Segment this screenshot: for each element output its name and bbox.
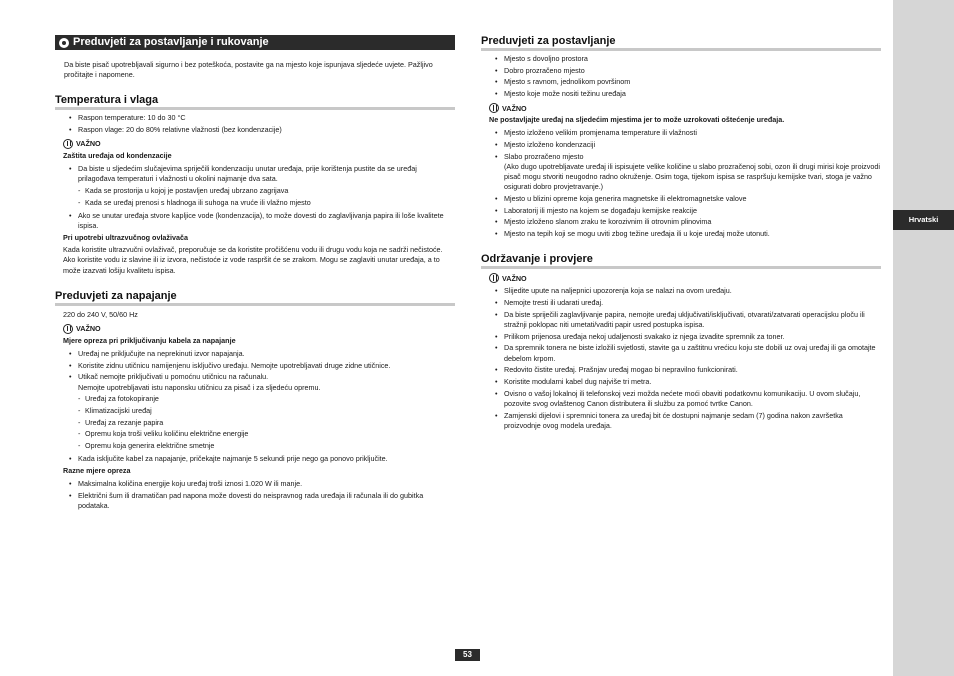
list-item: - Uređaj za rezanje papira [55, 418, 455, 428]
list-item: - Opremu koja troši veliku količinu električne energije [55, 429, 455, 439]
list-item: - Klimatizacijski uređaj [55, 406, 455, 416]
intro-text: Da biste pisač upotrebljavali sigurno i bez poteškoća, postavite ga na mjesto koje ispunjava sljedeće uvjete. Pažljivo pročitajte i napomene. [64, 60, 433, 79]
list-item: - Kada se uređaj prenosi s hladnoga ili suhoga na vruće ili vlažno mjesto [55, 198, 455, 208]
list-item: • Mjesto koje može nositi težinu uređaja [481, 89, 881, 99]
connection-heading: Mjere opreza pri priključivanju kabela za napajanje [63, 335, 236, 345]
list-item: • Nemojte tresti ili udarati uređaj. [481, 298, 881, 308]
section-title-bar [55, 35, 455, 50]
list-item: • Mjesto izloženo slanom zraku te korozivnim ili otrovnim plinovima [481, 217, 881, 227]
right-column [481, 35, 881, 432]
list-item: • Koristite zidnu utičnicu namijenjenu isključivo uređaju. Nemojte upotrebljavati druge zidne utičnice. [55, 361, 455, 371]
list-item: - Opremu koja generira električne smetnje [55, 441, 455, 451]
condensation-list-2 [55, 211, 455, 231]
list-item: • Mjesto u blizini opreme koja generira magnetske ili elektromagnetske valove [481, 194, 881, 204]
temperature-heading: Temperatura i vlaga [55, 94, 455, 110]
important-label: VAŽNO [502, 273, 527, 283]
temperature-list [55, 113, 455, 135]
power-spec: 220 do 240 V, 50/60 Hz [63, 309, 138, 319]
rated-heading: Razne mjere opreza [63, 466, 131, 476]
section-title: Preduvjeti za postavljanje i rukovanje [73, 36, 269, 48]
condensation-list [55, 164, 455, 184]
warning-list [481, 128, 881, 239]
list-item: • Da spremnik tonera ne biste izložili svjetlosti, stavite ga u zaštitnu vrećicu koju ste dobili uz ovaj uređaj ili ga omotajte debelom krpom. [481, 343, 881, 363]
connection-sublist [55, 394, 455, 451]
list-item: • Slijedite upute na naljepnici upozorenja koja se nalazi na ovom uređaju. [481, 286, 881, 296]
maintenance-heading: Održavanje i provjere [481, 253, 881, 269]
list-item: • Koristite modularni kabel dug najviše tri metra. [481, 377, 881, 387]
list-item: • Da biste u sljedećim slučajevima spriječili kondenzaciju unutar uređaja, prije korištenja pustite da se uređaj prilagođava temperaturi i vlažnosti u okolini najmanje dva sata. [55, 164, 455, 184]
setup-heading: Preduvjeti za postavljanje [481, 35, 881, 51]
maintenance-list [481, 286, 881, 431]
list-item: • Raspon vlage: 20 do 80% relativne vlažnosti (bez kondenzacije) [55, 125, 455, 135]
humidifier-heading: Pri upotrebi ultrazvučnog ovlaživača [63, 233, 189, 243]
page-number: 53 [455, 649, 480, 661]
list-item: • Maksimalna količina energije koju uređaj troši iznosi 1.020 W ili manje. [55, 479, 455, 489]
language-tab[interactable]: Hrvatski [893, 210, 954, 230]
list-item: • Redovito čistite uređaj. Prašnjav uređaj mogao bi nepravilno funkcionirati. [481, 365, 881, 375]
list-item: • Mjesto izloženo kondenzaciji [481, 140, 881, 150]
list-item: • Mjesto s ravnom, jednolikom površinom [481, 77, 881, 87]
power-heading: Preduvjeti za napajanje [55, 290, 455, 306]
list-item: • Mjesto na tepih koji se mogu uviti zbog težine uređaja ili u koje uređaj može utonuti. [481, 229, 881, 239]
list-item: • Zamjenski dijelovi i spremnici tonera za uređaj bit će dostupni najmanje sedam (7) godina nakon završetka proizvodnje ovog modela uređaja. [481, 411, 881, 431]
list-item: - Kada se prostorija u kojoj je postavljen uređaj ubrzano zagrijava [55, 186, 455, 196]
section-bullet-icon [59, 38, 69, 48]
warning-heading: Ne postavljajte uređaj na sljedećim mjestima jer to može uzrokovati oštećenje uređaja. [489, 115, 785, 125]
rated-list [55, 479, 455, 511]
connection-list [55, 349, 455, 393]
important-label: VAŽNO [76, 324, 101, 334]
important-note [55, 139, 455, 149]
important-label: VAŽNO [76, 139, 101, 149]
list-item: • Prilikom prijenosa uređaja nekoj udaljenosti svakako iz njega izvadite spremnik za toner. [481, 332, 881, 342]
important-icon [489, 273, 499, 283]
list-item: • Utikač nemojte priključivati u pomoćnu utičnicu na računalu. Nemojte upotrebljavati istu naponsku utičnicu za pisač i za sljedeću opremu. [55, 372, 455, 392]
list-item: • Laboratorij ili mjesto na kojem se događaju kemijske reakcije [481, 206, 881, 216]
humidifier-text: Kada koristite ultrazvučni ovlaživač, preporučuje se da koristite pročišćenu vodu ili drugu vodu koja ne sadrži nečistoće. Ako koristite vodu iz slavine ili iz izvora, nečistoće iz vode raspršit će se zrakom. Mogu se zaglaviti unutar uređaja, a to može izazvati lošiju kvalitetu ispisa. [63, 245, 443, 275]
list-item: • Raspon temperature: 10 do 30 °C [55, 113, 455, 123]
condensation-sublist [55, 186, 455, 208]
list-item: • Ovisno o vašoj lokalnoj ili telefonskoj vezi možda nećete moći obaviti podatkovnu komunikaciju. U ovom slučaju, pozovite svog ovlaštenog Canon distributera ili službu za pomoć tvrtke Canon. [481, 389, 881, 409]
setup-list [481, 54, 881, 99]
important-icon [489, 103, 499, 113]
important-label: VAŽNO [502, 103, 527, 113]
condensation-heading: Zaštita uređaja od kondenzacije [63, 150, 172, 160]
side-panel [893, 0, 954, 676]
connection-list-2 [55, 454, 455, 464]
list-item: • Mjesto s dovoljno prostora [481, 54, 881, 64]
list-item: • Dobro prozračeno mjesto [481, 66, 881, 76]
list-item: • Kada isključite kabel za napajanje, pričekajte najmanje 5 sekundi prije nego ga ponovo priključite. [55, 454, 455, 464]
important-note [481, 103, 881, 113]
list-item: - Uređaj za fotokopiranje [55, 394, 455, 404]
important-icon [63, 139, 73, 149]
list-item: • Mjesto izloženo velikim promjenama temperature ili vlažnosti [481, 128, 881, 138]
list-item: • Ako se unutar uređaja stvore kapljice vode (kondenzacija), to može dovesti do zaglavljivanja papira ili loše kvalitete ispisa. [55, 211, 455, 231]
list-item: • Uređaj ne priključujte na neprekinuti izvor napajanja. [55, 349, 455, 359]
left-column [55, 35, 455, 513]
important-note [55, 324, 455, 334]
list-item: • Električni šum ili dramatičan pad napona može dovesti do neispravnog rada uređaja ili računala ili do gubitka podataka. [55, 491, 455, 511]
important-icon [63, 324, 73, 334]
list-item: • Slabo prozračeno mjesto (Ako dugo upotrebljavate uređaj ili ispisujete velike količine u slabo prozračenoj sobi, ozon ili drugi mirisi koje proizvodi pisač mogu stvoriti neugodno radno okruženje. Osim toga, tijekom ispisa se raspršuju kemijske tvari, stoga je važno osigurati dobro provjetravanje.) [481, 152, 881, 193]
important-note [481, 273, 881, 283]
list-item: • Da biste spriječili zaglavljivanje papira, nemojte uređaj uključivati/isključivati, otvarati/zatvarati operacijsku ploču ili stražnji poklopac niti umetati/vaditi papir usred postupka ispisa. [481, 310, 881, 330]
